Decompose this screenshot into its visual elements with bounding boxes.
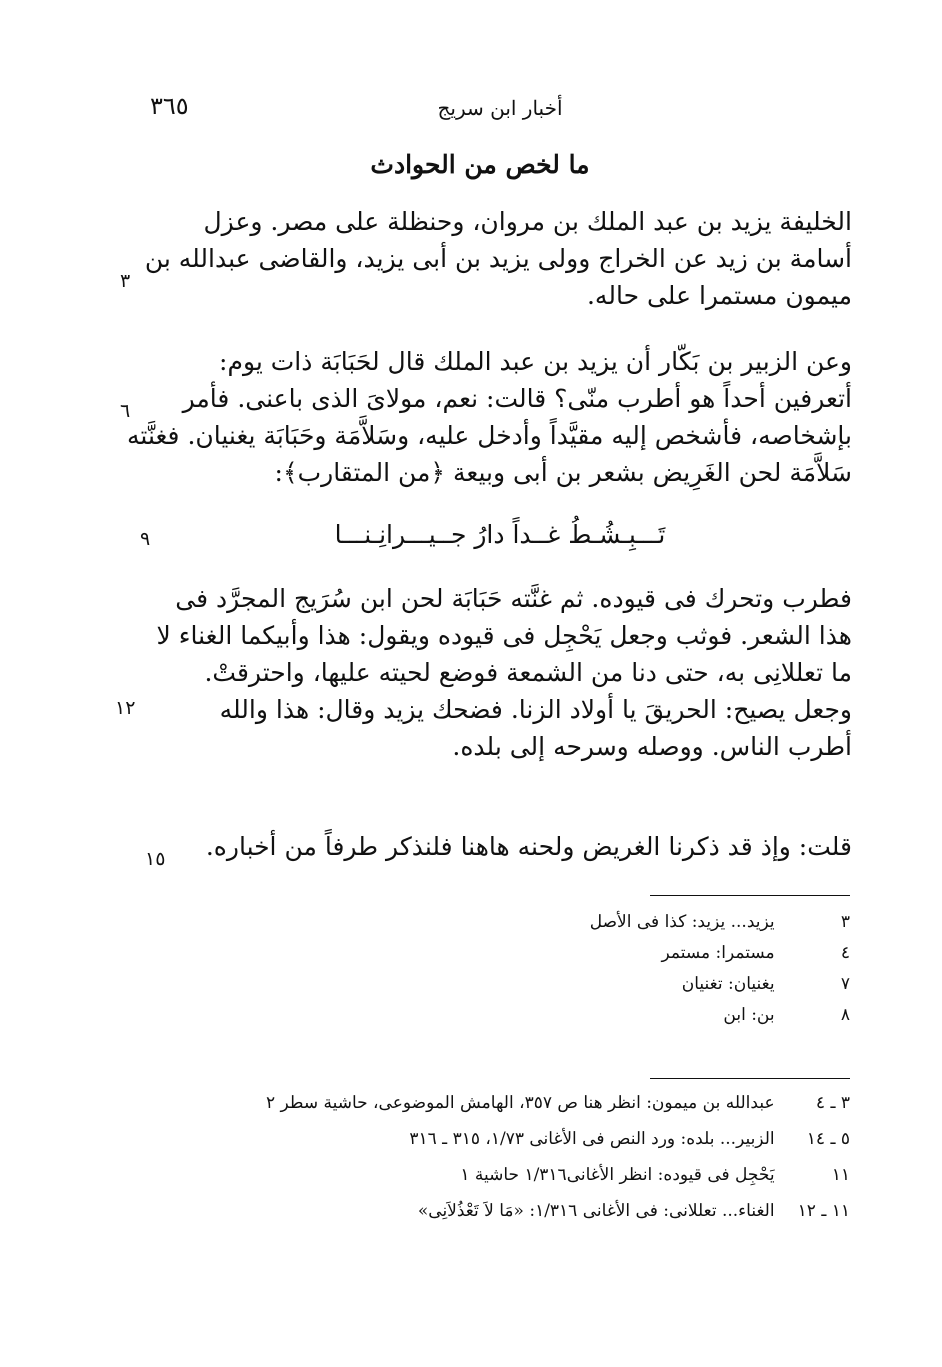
page-number: ٣٦٥ [150,92,189,120]
apparatus-notes [450,912,850,1036]
text-line: وعن الزبير بن بَكّار أن يزيد بن عبد الملك قال لحَبَابَة ذات يوم: [219,347,852,376]
note-item [150,1201,850,1237]
note-item [450,943,850,974]
text-line: ما تعللانِى به، حتى دنا من الشمعة فوضع لحيته عليها، واحترقتْ. [204,658,852,687]
line-number: ٣ [120,270,131,292]
note-text: يَحْجِل فى قيوده: انظر الأغانى١/٣١٦ حاشية ١ [460,1165,775,1185]
chapter-title: ما لخص من الحوادث [370,150,590,179]
note-ref: ٨ [840,1005,850,1025]
text-line: هذا الشعر. فوثب وجعل يَحْجِل فى قيوده ويقول: هذا وأبيكما الغناء لا [156,621,852,650]
note-item [150,1093,850,1129]
note-ref: ٥ ـ ١٤ [806,1129,850,1149]
text-line: الخليفة يزيد بن عبد الملك بن مروان، وحنظلة على مصر. وعزل [203,207,852,236]
text-line: فطرب وتحرك فى قيوده. ثم غنَّته حَبَابَة لحن ابن سُرَيج المجرَّد فى [175,584,852,613]
text-line: سَلاَّمَة لحن الغَرِيض بشعر بن أبى وبيعة ﴿من المتقارب﴾: [274,458,852,487]
line-number: ٩ [140,528,151,550]
note-item [450,912,850,943]
text-line: ميمون مستمرا على حاله. [586,281,852,310]
note-item [450,1005,850,1036]
text-line: أسامة بن زيد عن الخراج وولى يزيد بن أبى يزيد، والقاضى عبدالله بن [144,244,852,273]
line-number: ١٥ [145,848,166,870]
note-text: بن: ابن [723,1005,775,1025]
note-ref: ٤ [840,943,850,963]
paragraph [140,203,852,314]
note-text: يغنيان: تغنيان [681,974,775,994]
text-line: قلت: وإذ قد ذكرنا الغريض ولحنه هاهنا فلنذكر طرفاً من أخباره. [205,832,852,861]
text-line: وجعل يصيح: الحريقَ يا أولاد الزنا. فضحك يزيد وقال: هذا والله [219,695,852,724]
line-number: ٦ [120,400,131,422]
note-item [150,1129,850,1165]
paragraph [140,580,852,765]
text-line: بإشخاصه، فأشخص إليه مقيَّداً وأدخل عليه، وسَلاَّمَة وحَبَابَة يغنيان. فغنَّته [127,421,852,450]
text-line: أطرب الناس. ووصله وسرحه إلى بلده. [452,732,852,761]
note-ref: ١١ ـ ١٢ [797,1201,850,1221]
note-item [150,1165,850,1201]
note-ref: ١١ [831,1165,850,1185]
note-text: عبدالله بن ميمون: انظر هنا ص ٣٥٧، الهامش الموضوعى، حاشية سطر ٢ [265,1093,775,1113]
source-notes [150,1093,850,1237]
source-notes-rule [650,1078,850,1079]
line-number: ١٢ [115,697,136,719]
note-ref: ٣ ـ ٤ [815,1093,850,1113]
verse-line: تَـــبِـشُـطُ غــداً دارُ جــيـــرانِـنـــا [334,520,666,549]
paragraph [127,343,852,491]
text-line: أتعرفين أحداً هو أطرب منّى؟ قالت: نعم، مولاىَ الذى باعنى. فأمر [182,384,852,413]
note-ref: ٣ [840,912,850,932]
paragraph [140,828,852,865]
apparatus-rule [650,895,850,896]
note-text: الغناء... تعللانى: فى الأغانى ١/٣١٦: «مَا لاَ تَعْذُلاَنِى» [417,1201,775,1221]
note-text: الزبير... بلده: ورد النص فى الأغانى ١/٧٣، ٣١٥ ـ ٣١٦ [409,1129,775,1149]
note-text: مستمرا: مستمر [661,943,775,963]
running-head: أخبار ابن سريج [437,96,563,120]
note-text: يزيد... يزيد: كذا فى الأصل [589,912,775,932]
note-item [450,974,850,1005]
note-ref: ٧ [840,974,850,994]
